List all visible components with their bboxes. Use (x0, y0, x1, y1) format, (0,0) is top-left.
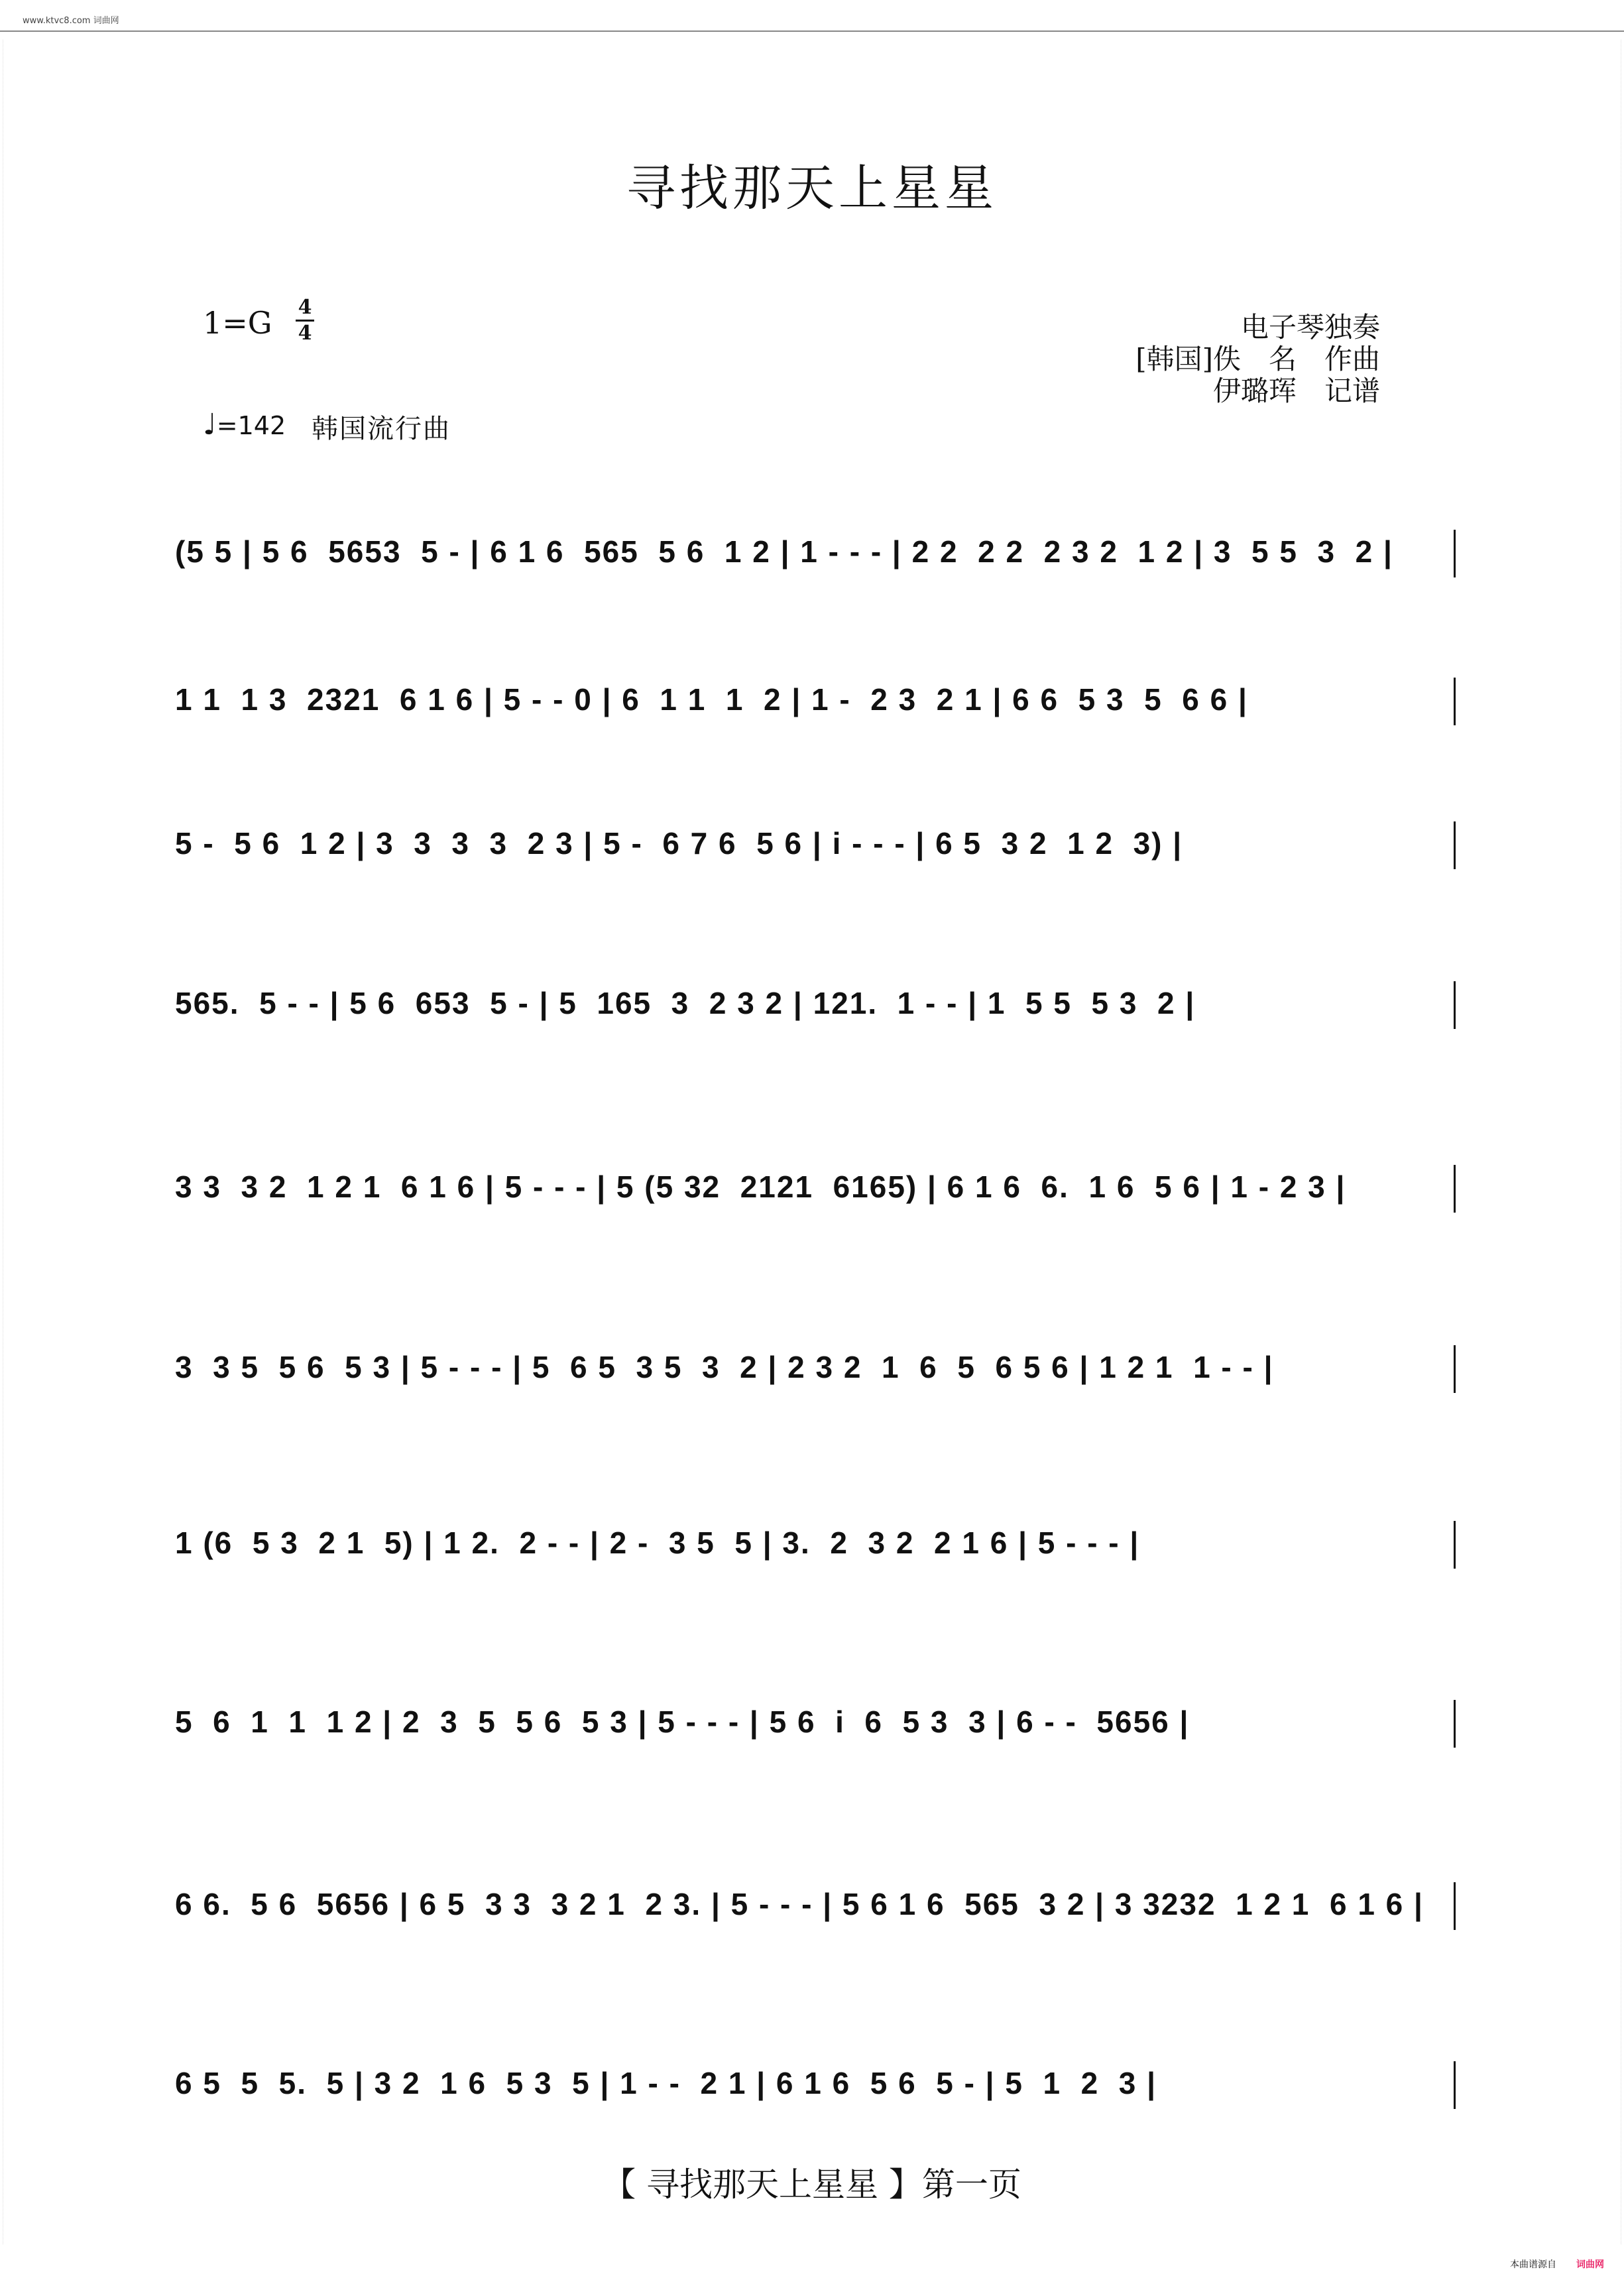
notation-text: 6 6. 5 6 5656 | 6 5 3 3 3 2 1 2 3. | 5 - - - | 5 6 1 6 565 3 2 | 3 3232 1 2 1 6 1 6 | (175, 1887, 1424, 1921)
source-brand[interactable]: 词曲网 (1576, 2259, 1604, 2270)
score-row (175, 985, 1456, 1045)
tempo-value: =142 (216, 411, 286, 440)
credit-transcriber: 伊璐珲 记谱 (1212, 375, 1380, 407)
header-rule (0, 30, 1624, 32)
notation-text: 5 6 1 1 1 2 | 2 3 5 5 6 5 3 | 5 - - - | 5 6 i 6 5 3 3 | 6 - - 5656 | (175, 1705, 1190, 1739)
meter-bottom: 4 (298, 322, 312, 345)
source-credit (1510, 2257, 1604, 2271)
meter-top: 4 (298, 296, 312, 319)
notation-text: 5 - 5 6 1 2 | 3 3 3 3 2 3 | 5 - 6 7 6 5 6 | i - - - | 6 5 3 2 1 2 3) | (175, 826, 1183, 861)
page-title: 寻找那天上星星 (626, 160, 998, 217)
end-barline (1454, 530, 1456, 577)
score-row (175, 1349, 1456, 1409)
end-barline (1454, 1345, 1456, 1393)
notation-text: 6 5 5 5. 5 | 3 2 1 6 5 3 5 | 1 - - 2 1 | 6 1 6 5 6 5 - | 5 1 2 3 | (175, 2066, 1157, 2100)
notation-text: (5 5 | 5 6 5653 5 - | 6 1 6 565 5 6 1 2 | 1 - - - | 2 2 2 2 2 3 2 1 2 | 3 5 5 3 2 | (175, 534, 1393, 569)
score-row (175, 682, 1456, 741)
notation-text: 565. 5 - - | 5 6 653 5 - | 5 165 3 2 3 2 | 121. 1 - - | 1 5 5 5 3 2 | (175, 986, 1196, 1020)
end-barline (1454, 1882, 1456, 1930)
site-url[interactable]: www.ktvc8.com 词曲网 (23, 16, 119, 26)
score-row (175, 1525, 1456, 1585)
notation-text: 1 (6 5 3 2 1 5) | 1 2. 2 - - | 2 - 3 5 5 | 3. 2 3 2 2 1 6 | 5 - - - | (175, 1526, 1140, 1560)
end-barline (1454, 1521, 1456, 1569)
credit-performance: 电子琴独奏 (1240, 311, 1380, 343)
score-row (175, 534, 1456, 593)
time-signature (296, 296, 314, 345)
end-barline (1454, 2061, 1456, 2109)
score-row (175, 2065, 1456, 2125)
genre-label: 韩国流行曲 (312, 414, 451, 444)
quarter-note-icon: ♩ (203, 408, 217, 442)
end-barline (1454, 1700, 1456, 1748)
key-signature: 1=G (203, 305, 272, 341)
source-text: 本曲谱源自 (1510, 2259, 1556, 2270)
end-barline (1454, 981, 1456, 1029)
left-margin-strip (3, 40, 13, 2244)
end-barline (1454, 678, 1456, 725)
notation-text: 3 3 3 2 1 2 1 6 1 6 | 5 - - - | 5 (5 32 2121 6165) | 6 1 6 6. 1 6 5 6 | 1 - 2 3 | (175, 1170, 1346, 1204)
score-row (175, 1886, 1456, 1946)
footer-page-label: 【 寻找那天上星星 】第一页 (603, 2165, 1021, 2204)
end-barline (1454, 821, 1456, 869)
end-barline (1454, 1165, 1456, 1213)
credits-block (1135, 312, 1380, 407)
notation-text: 1 1 1 3 2321 6 1 6 | 5 - - 0 | 6 1 1 1 2 | 1 - 2 3 2 1 | 6 6 5 3 5 6 6 | (175, 682, 1248, 717)
credit-composer: [韩国]佚 名 作曲 (1135, 343, 1380, 375)
score-row (175, 825, 1456, 885)
tempo-mark (203, 408, 286, 442)
notation-text: 3 3 5 5 6 5 3 | 5 - - - | 5 6 5 3 5 3 2 | 2 3 2 1 6 5 6 5 6 | 1 2 1 1 - - | (175, 1350, 1274, 1384)
score-row (175, 1704, 1456, 1764)
score-row (175, 1169, 1456, 1229)
right-margin-strip (1611, 40, 1621, 2244)
